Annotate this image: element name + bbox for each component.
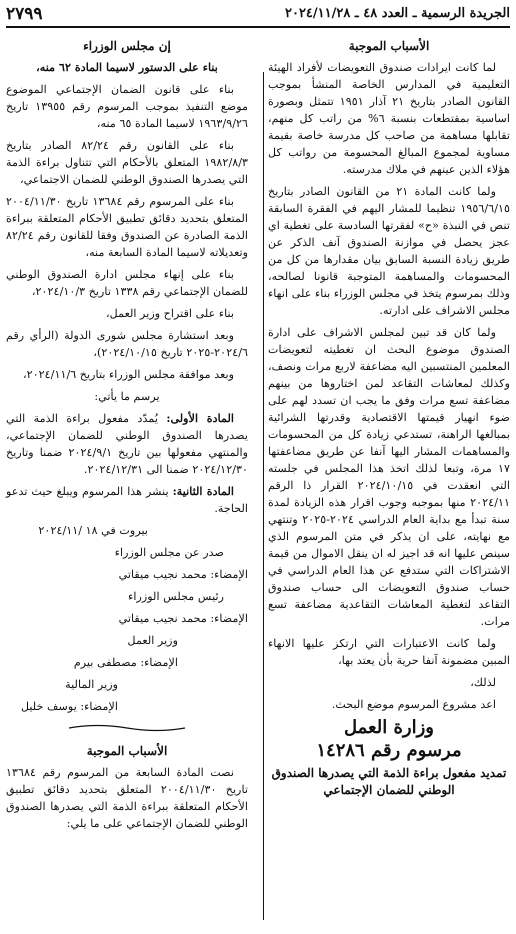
preamble-2: بناء على القانون رقم ٨٢/٢٤ الصادر بتاريخ ١٩٨٢/٨/٣ المتعلق بالأحكام التي تتناول براءة الذمة التي يصدرها الصندوق الوطني للضمان الاجتماعي، [6,139,248,186]
header-rule [6,26,510,28]
article-2 [6,483,248,517]
preamble-1: بناء على قانون الضمان الإجتماعي الموضوع موضع التنفيذ بموجب المرسوم رقم ١٣٩٥٥ تاريخ ١٩٦٣/٩/٢٦ لاسيما المادة ٦٥ منه، [6,83,248,130]
ornament-divider [6,720,248,737]
sig-labor-title: وزير العمل [127,634,178,647]
sig-signature-1: الإمضاء: محمد نجيب ميقاتي [118,568,248,581]
columns [6,32,510,928]
therefore-line: لذلك، [470,676,496,689]
closing-line: اعد مشروع المرسوم موضع البحث. [331,698,496,711]
reason-paragraph-3: ولما كان قد تبين لمجلس الاشراف على ادارة الصندوق موضوع البحث ان تغطيته لتعويضات المعلمين المنتسبين اليه مضاعفة لاربع مرات ونصف، وكذلك لمعاشات التقاعد لمن اختاروها من بينهم مضاعفة تسع مرات وفق ما يجب ان تسدد لهم على ضوء انهيار قيمتها الاقتصادية وقدرتها الشرائية بمبالغها الراهنة، تستدعي زيادة كل من المحسومات والمساهمات المشار اليها آنفا عن طريق مضاعفتها ١٧ مرة، وتبعا لذلك اتخذ هذا المجلس في جلسته التي انعقدت في ٢٠٢٤/١٠/١٥ القرار ذا الرقم ٢٠٢٤/١١ منها بموجبه وجوب اقرار هذه الزيادة لمدة سنة تبدأ مع بداية العام الدراسي ٢٠٢٤-٢٠٢٥ وتنتهي مع نهايته، على ان يذكر في متن المرسوم الذي سينص عليها انه قد اجيز له ان ينقل الاموال من قيمة الاشتراكات التي ستدفع عن هذا العام الدراسي في حساب صندوق التعويضات الى حساب صندوق التقاعد لتغطية المعاشات التقاعدية مضاعفة تسع مرات. [268,326,510,628]
sig-signature-3: الإمضاء: مصطفى بيرم [73,656,178,669]
right-column [268,32,510,803]
header-title: الجريدة الرسمية ـ العدد ٤٨ ـ ٢٠٢٤/١١/٢٨ [284,6,510,21]
page-header [6,4,510,28]
page-number: ٢٧٩٩ [6,4,43,24]
decree-subject: تمديد مفعول براءة الذمة التي يصدرها الصندوق الوطني للضمان الإجتماعي [271,766,507,797]
reason-paragraph-4: ولما كانت الاعتبارات التي ارتكز عليها الانهاء المبين مضمونة آنفا حرية بأن يعتد بها، [268,637,510,667]
section-title-reasons: الأسباب الموجبة [348,39,430,53]
sig-issued: صدر عن مجلس الوزراء [114,546,224,559]
sig-pm-title: رئيس مجلس الوزراء [128,590,224,603]
preamble-7: وبعد موافقة مجلس الوزراء بتاريخ ٢٠٢٤/١١/٦، [23,368,234,381]
reasons-text: نصت المادة السابعة من المرسوم رقم ١٣٦٨٤ تاريخ ٢٠٠٤/١١/٣٠ المتعلق بتحديد دقائق تطبيق الأحكام المتعلقة ببراءة الذمة التي يصدرها الصندوق الوطني للضمان الإجتماعي على ما يلي: [6,766,248,830]
council-title: إن مجلس الوزراء [83,39,171,53]
article-1 [6,410,248,478]
left-column [6,32,248,837]
article-2-text: ينشر هذا المرسوم ويبلغ حيث تدعو الحاجة. [6,485,248,515]
section-title-reasons-2: الأسباب الموجبة [86,744,168,758]
date-line: بيروت في ١٨ /٢٠٢٤/١١ [38,524,148,537]
preamble-4: بناء على إنهاء مجلس ادارة الصندوق الوطني للضمان الإجتماعي رقم ١٣٣٨ تاريخ ٢٠٢٤/١٠/٣، [6,268,248,298]
article-2-label: المادة الثانية: [172,484,234,498]
preamble-5: بناء على اقتراح وزير العمل، [106,307,234,320]
reason-paragraph-1: لما كانت ايرادات صندوق التعويضات لأفراد الهيئة التعليمية في المدارس الخاصة المنشأ بموجب القانون الصادر بتاريخ ٢١ آذار ١٩٥١ تتمثل وبصورة اساسية بمقتطعات بنسبة ٦% من راتب كل منهم، تقابلها مساهمة من صاحب كل مدرسة خاصة بقيمة مساوية لمجموع المبالغ المحسومة من رواتب كل هؤلاء الذين عينهم في ملاك مدرسته. [268,61,511,176]
preamble-3: بناء على المرسوم رقم ١٣٦٨٤ تاريخ ٢٠٠٤/١١/٣٠ المتعلق بتحديد دقائق تطبيق الأحكام المتعلقة ببراءة الذمة الصادرة عن الصندوق وفقا للقانون رقم ٨٢/٢٤ وتعديلاته لاسيما المادة السابعة منه، [6,195,248,259]
ornament-svg [67,723,187,733]
decrees-line: يرسم ما يأتي: [94,390,160,403]
column-divider [263,72,264,920]
decree-number: مرسوم رقم ١٤٢٨٦ [316,740,462,761]
reason-paragraph-2: ولما كانت المادة ٢١ من القانون الصادر بتاريخ ١٩٥٦/٦/١٥ تنظيما للمشار اليهم في الفقرة السابقة تنص في النبذة «ح» لفقرتها السادسة على تغطية اي عجز يحصل في موازنة الصندوق آنف الذكر عن طريق زيادة النسبة السابق بيان مقدارها من كل من المحسومات والمساهمة المتوجبة قانونا لصالحه، وذلك بمرسوم يتخذ في مجلس الوزراء بناء على انهاء مجلس الاشراف على ادارته. [268,185,510,317]
sig-signature-2: الإمضاء: محمد نجيب ميقاتي [118,612,248,625]
sig-signature-4: الإمضاء: يوسف خليل [20,700,118,713]
sig-finance-title: وزير المالية [65,678,118,691]
preamble-6: وبعد استشارة مجلس شورى الدولة (الرأي رقم ٢٠٢٤/٦-٢٠٢٥ تاريخ ٢٠٢٤/١٠/١٥)، [6,329,248,359]
preamble-constitution: بناء على الدستور لاسيما المادة ٦٢ منه، [36,60,218,74]
ministry-title: وزارة العمل [344,717,434,738]
article-1-label: المادة الأولى: [166,411,235,425]
article-1-text: يُمدّد مفعول براءة الذمة التي يصدرها الصندوق الوطني للضمان الإجتماعي، والمنتهي مفعولها بين تاريخ ٢٠٢٤/٩/١ ضمنا وتاريخ ٢٠٢٤/١٢/٣٠ ضمنا الى ٢٠٢٤/١٢/٣١. [6,412,248,476]
